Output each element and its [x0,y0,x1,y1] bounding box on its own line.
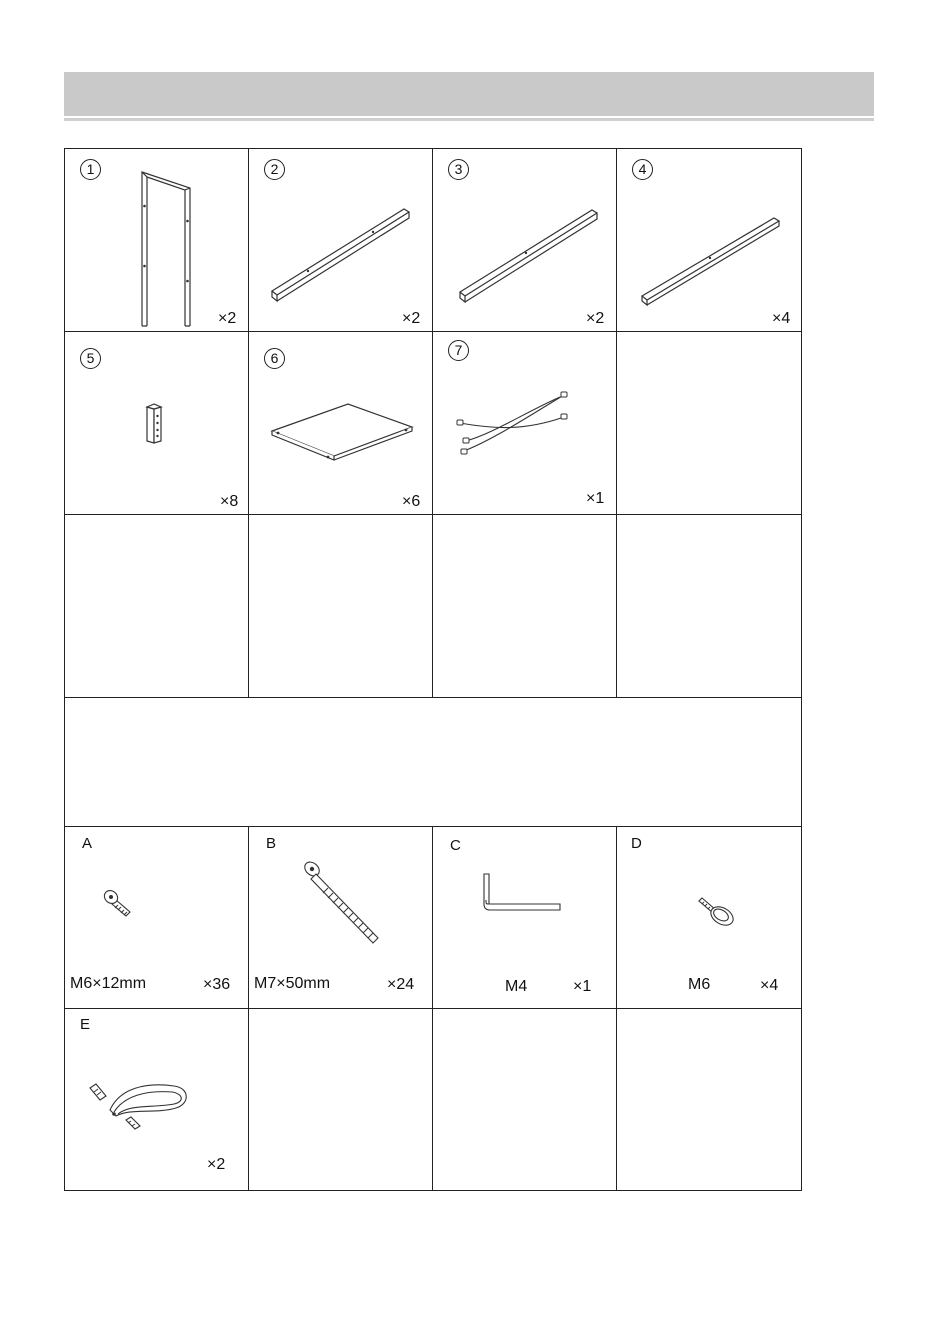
quantity-label: ×1 [586,490,605,507]
part-number-badge: 2 [264,159,285,180]
quantity-label: ×4 [772,310,791,327]
spec-label: M7×50mm [254,975,331,992]
hardware-letter: A [82,835,93,852]
quantity-label: ×1 [573,978,592,995]
part-number-badge: 4 [632,159,653,180]
part-cell-2 [248,148,432,331]
beam-icon [268,203,413,303]
quantity-label: ×2 [207,1156,226,1173]
hardware-cell-c [432,826,616,1008]
quantity-label: ×4 [760,977,779,994]
hardware-cell-e [64,1008,248,1190]
frame-icon [136,166,196,328]
part-number-badge: 3 [448,159,469,180]
shelf-board-icon [268,401,418,463]
beam-icon [638,212,783,307]
quantity-label: ×8 [220,493,239,510]
part-cell-4 [616,148,801,331]
quantity-label: ×2 [402,310,421,327]
quantity-label: ×6 [402,493,421,510]
part-cell-5 [64,331,248,514]
quantity-label: ×2 [586,310,605,327]
hardware-letter: D [631,835,642,852]
part-cell-6 [248,331,432,514]
part-number-badge: 5 [80,348,101,369]
header-bar [64,72,874,116]
part-number-badge: 7 [448,340,469,361]
hex-key-icon [478,870,566,914]
leveling-foot-icon [696,894,736,930]
cross-cable-icon [454,389,572,457]
spec-label: M6 [688,976,711,993]
spec-label: M4 [505,978,528,995]
beam-icon [456,206,601,306]
spec-label: M6×12mm [70,975,147,992]
part-number-badge: 1 [80,159,101,180]
hardware-cell-b [248,826,432,1008]
short-bolt-icon [102,888,138,922]
part-cell-1 [64,148,248,331]
hardware-letter: C [450,837,461,854]
part-cell-7 [432,331,616,514]
wall-strap-icon [86,1076,198,1136]
quantity-label: ×36 [203,976,231,993]
hardware-letter: E [80,1016,91,1033]
quantity-label: ×2 [218,310,237,327]
hardware-cell-a [64,826,248,1008]
header-divider [64,118,874,121]
part-cell-3 [432,148,616,331]
part-number-badge: 6 [264,348,285,369]
long-bolt-icon [302,860,384,948]
connector-block-icon [144,401,166,445]
hardware-letter: B [266,835,277,852]
hardware-cell-d [616,826,801,1008]
quantity-label: ×24 [387,976,415,993]
